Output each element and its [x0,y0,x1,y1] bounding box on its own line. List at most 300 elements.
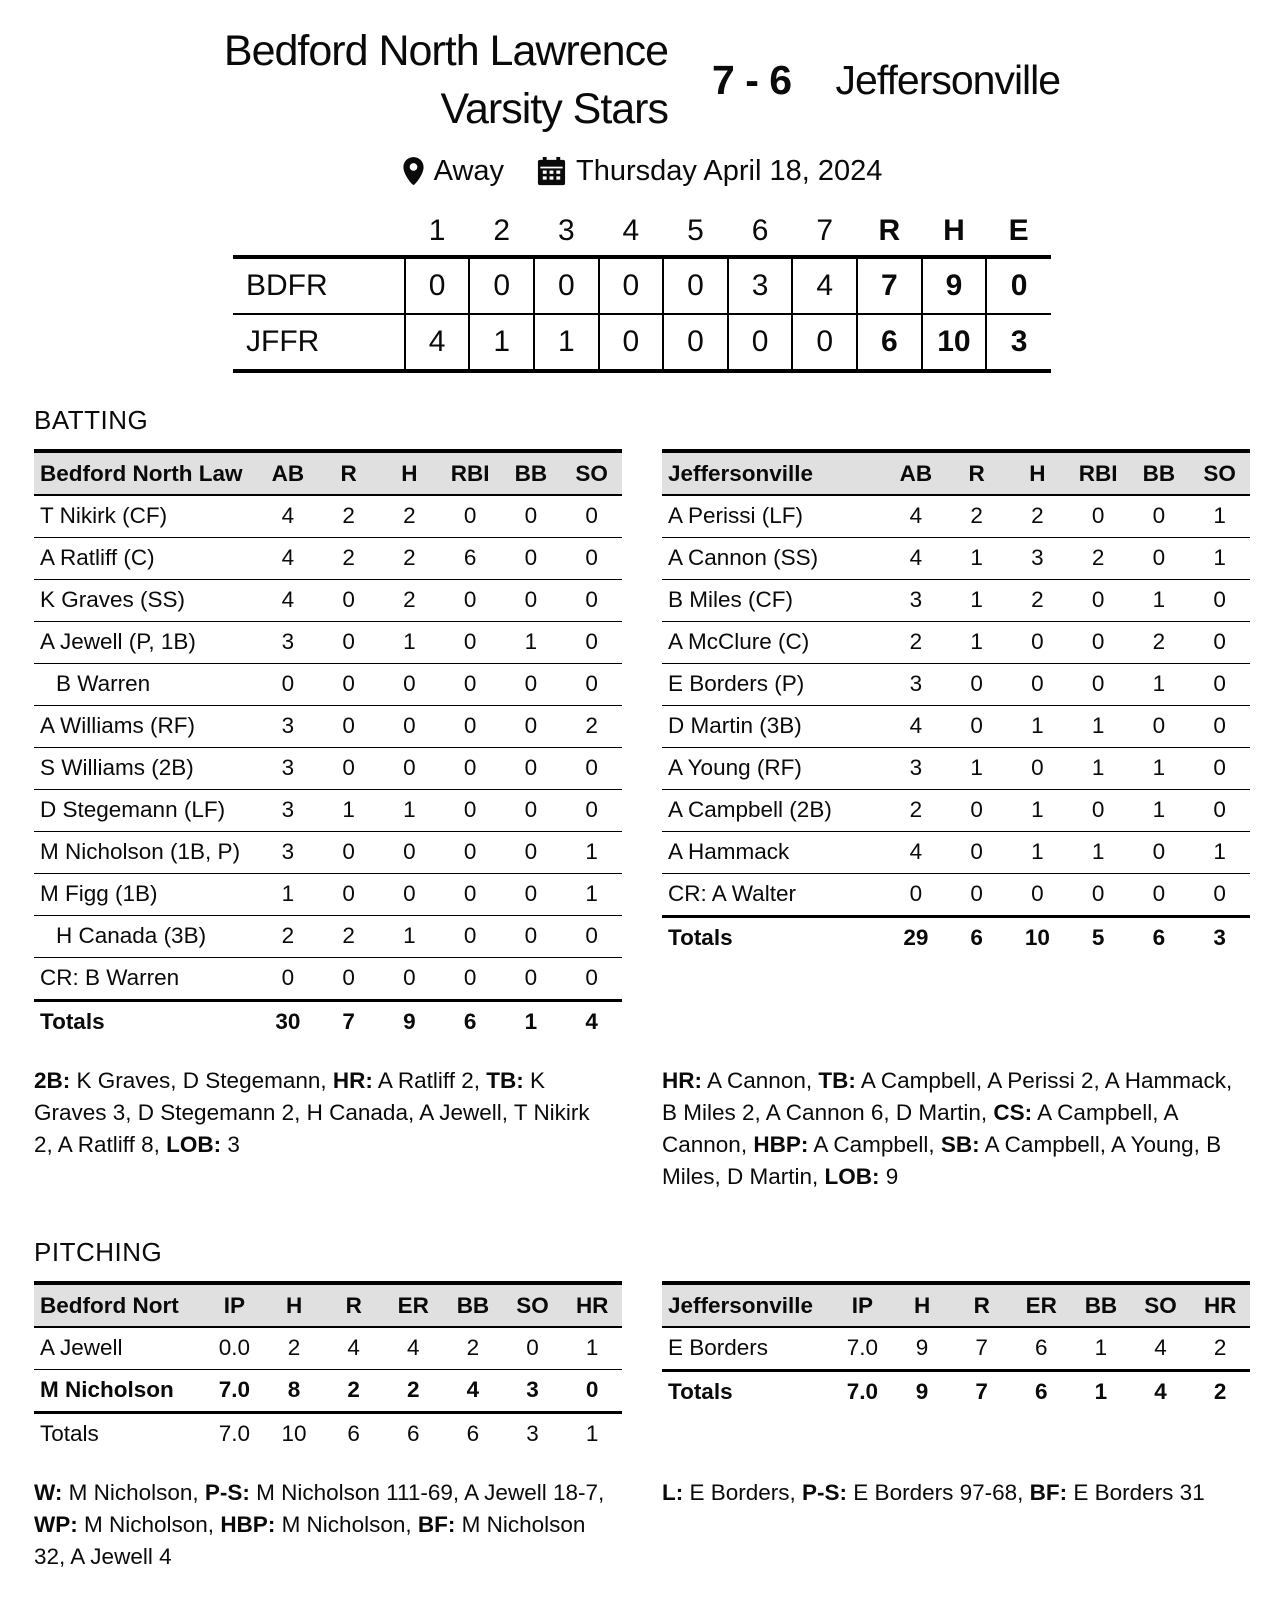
stat-cell: 0 [463,755,477,781]
game-meta [34,155,1250,188]
stat-cell: 2 [970,503,983,529]
stat-cell: 9 [915,1379,929,1405]
stat-column-header: H [943,213,965,247]
note-label: BF: [1029,1479,1068,1505]
stat-cell: 1 [585,881,598,907]
row-label-cell: A McClure (C) [668,629,810,655]
stat-cell: 6 [1035,1335,1048,1361]
batter-row [34,579,622,621]
stat-cell: 6 [857,314,922,371]
stat-cell: 3 [728,257,793,314]
stat-column-header: 5 [687,213,704,247]
stat-column-header: ER [1025,1292,1057,1318]
batter-row [34,873,622,915]
stat-cell: 0 [403,671,416,697]
stat-column-header: H [401,460,418,486]
stat-column-header: AB [899,460,933,486]
batter-row [34,663,622,705]
stat-column-header: 7 [816,213,834,247]
stat-cell: 0 [1091,503,1105,529]
stat-cell: 0 [663,314,728,371]
stat-cell: 0 [281,671,295,697]
stat-cell: 1 [585,1335,599,1361]
stat-column-header: H [285,1292,303,1318]
stat-cell: 7.0 [846,1335,879,1361]
stat-column-header: BB [1084,1292,1118,1318]
stat-column-header: 4 [622,213,640,247]
note-label: WP: [34,1511,78,1537]
stat-cell: 1 [1094,1335,1108,1361]
stat-cell: 4 [281,503,295,529]
stat-cell: 2 [342,923,355,949]
row-label-cell: Totals [40,1009,105,1035]
batter-row [662,705,1250,747]
team-column-header: Bedford North Law [40,460,243,486]
batting-table-jeffersonville [662,449,1250,959]
stat-cell: 0 [463,587,477,613]
stat-cell: 4 [407,1335,420,1361]
row-label-cell: CR: B Warren [40,965,180,991]
stat-cell: 0 [463,923,477,949]
stat-cell: 7 [342,1009,355,1035]
note-label: HR: [332,1067,373,1093]
batting-notes-jeffersonville: HR: A Cannon, TB: A Campbell, A Perissi 2, A Hammack, B Miles 2, A Cannon 6, D Martin, CS: A Campbell, A Cannon, HBP: A Campbell, SB: A Campbell, A Young, B Miles, D Martin, LOB: 9 [662,1067,1233,1189]
linescore-team-row [233,257,1051,314]
note-label: L: [662,1479,684,1505]
stat-cell: 4 [347,1335,360,1361]
stat-cell: 1 [403,923,416,949]
batter-row [34,747,622,789]
stat-column-header: R [345,1292,362,1318]
stat-cell: 0 [463,629,477,655]
stat-cell: 0 [342,755,355,781]
stat-cell: 1 [342,797,355,823]
stat-cell: 0 [342,587,355,613]
stat-cell: 2 [909,797,923,823]
stat-cell: 1 [403,797,416,823]
stat-cell: 2 [1091,545,1105,571]
note-label: P-S: [802,1479,848,1505]
stat-column-header: SO [516,1292,549,1318]
stat-cell: 0 [463,713,477,739]
batter-row [662,873,1250,916]
pitching-notes-bedford: W: M Nicholson, P-S: M Nicholson 111-69, A Jewell 18-7, WP: M Nicholson, HBP: M Nicholson, BF: M Nicholson 32, A Jewell 4 [34,1479,605,1569]
row-label-cell: H Canada (3B) [56,923,207,949]
note-label: 2B: [34,1067,71,1093]
stat-cell: 1 [1213,839,1226,865]
stat-cell: 1 [1031,797,1044,823]
team-column-header: Jeffersonville [668,460,814,486]
stat-cell: 6 [347,1421,360,1447]
pitcher-row [662,1327,1250,1371]
row-label-cell: D Martin (3B) [668,713,802,739]
game-date: Thursday April 18, 2024 [576,154,883,187]
stat-column-header: R [968,460,985,486]
row-label-cell: Totals [668,1379,733,1405]
stat-cell: 0 [524,755,538,781]
stat-cell: 6 [1152,925,1166,951]
stat-cell: 0 [1152,839,1166,865]
home-team-name [224,22,668,139]
pitching-section-label: PITCHING [34,1236,163,1267]
stat-cell: 1 [1213,545,1226,571]
stat-cell: 4 [1154,1335,1167,1361]
stat-cell: 3 [909,755,923,781]
stat-cell: 3 [281,755,295,781]
stat-cell: 2 [347,1377,360,1403]
team-column-header [233,208,405,257]
batter-row [662,537,1250,579]
stat-cell: 2 [1213,1379,1227,1405]
stat-cell: 7.0 [218,1421,251,1447]
date-item [536,155,882,188]
stat-cell: 0 [792,314,857,371]
stat-cell: 1 [1152,671,1166,697]
stat-cell: 4 [909,545,923,571]
stat-cell: 7.0 [218,1377,251,1403]
row-label-cell: Totals [40,1421,99,1447]
stat-cell: 2 [403,503,416,529]
stat-cell: 7 [975,1379,988,1405]
row-label-cell: A Jewell [40,1335,123,1361]
stat-cell: 0 [403,965,416,991]
row-label-cell: Totals [668,925,733,951]
stat-cell: 1 [585,839,598,865]
stat-column-header: BB [514,460,548,486]
row-label-cell: A Perissi (LF) [668,503,804,529]
stat-cell: 2 [909,629,923,655]
stat-cell: 3 [909,671,923,697]
stat-cell: 3 [526,1421,539,1447]
row-label-cell: JFFR [246,324,320,358]
stat-cell: 6 [466,1421,480,1447]
stat-cell: 0 [524,587,538,613]
stat-column-header: 1 [428,213,446,247]
stat-cell: 1 [585,1421,599,1447]
stat-cell: 0 [342,839,355,865]
stat-cell: 0 [342,629,355,655]
stat-cell: 0 [463,671,477,697]
linescore-wrap [34,208,1250,373]
stat-column-header: ER [397,1292,429,1318]
stat-cell: 7.0 [846,1379,879,1405]
batter-row [662,789,1250,831]
stat-cell: 1 [281,881,295,907]
stat-cell: 0 [585,923,598,949]
stat-cell: 0 [524,797,538,823]
stat-column-header: HR [1203,1292,1237,1318]
stat-cell: 0 [1031,629,1044,655]
stat-cell: 1 [1152,587,1166,613]
note-label: P-S: [204,1479,250,1505]
batting-section-label: BATTING [34,404,149,435]
game-header [34,22,1250,139]
stat-cell: 6 [970,925,983,951]
linescore-table [233,208,1051,373]
stat-cell: 0 [463,797,477,823]
stat-cell: 0 [1213,629,1226,655]
stat-cell: 0 [403,839,416,865]
stat-column-header: H [913,1292,931,1318]
stat-cell: 5 [1091,925,1105,951]
totals-row [34,1000,622,1043]
stat-cell: 1 [1031,839,1044,865]
row-label-cell: CR: A Walter [668,881,796,907]
stat-cell: 0 [986,257,1051,314]
linescore-team-row [233,314,1051,371]
row-label-cell: M Nicholson (1B, P) [40,839,241,865]
stat-cell: 0 [728,314,793,371]
note-label: CS: [993,1099,1033,1125]
location-item [402,155,504,188]
stat-cell: 4 [281,587,295,613]
batting-header-row [34,451,622,495]
stat-column-header: BB [1142,460,1176,486]
stat-cell: 4 [405,314,470,371]
row-label-cell: A Williams (RF) [40,713,195,739]
row-label-cell: BDFR [246,268,328,302]
batter-row [34,915,622,957]
stat-cell: 0 [1213,587,1226,613]
stat-cell: 2 [1213,1335,1227,1361]
row-label-cell: T Nikirk (CF) [40,503,168,529]
stat-cell: 29 [903,925,929,951]
row-label-cell: A Hammack [668,839,790,865]
batter-row [662,579,1250,621]
note-label: HR: [662,1067,702,1093]
stat-cell: 0 [1213,881,1226,907]
stat-column-header: BB [456,1292,490,1318]
stat-column-header: HR [575,1292,609,1318]
stat-column-header: IP [223,1292,246,1318]
stat-cell: 0 [970,881,983,907]
stat-cell: 1 [403,629,416,655]
stat-cell: 2 [1031,503,1044,529]
stat-cell: 0 [524,713,538,739]
pitcher-row [34,1327,622,1370]
note-label: BF: [417,1511,456,1537]
stat-cell: 0 [599,257,664,314]
team-column-header: Jeffersonville [668,1292,814,1318]
stat-cell: 1 [970,629,983,655]
stat-cell: 1 [970,587,983,613]
pitching-header-row [662,1283,1250,1327]
stat-cell: 2 [403,587,416,613]
stat-cell: 1 [1091,755,1105,781]
stat-cell: 1 [1213,503,1226,529]
stat-column-header: SO [575,460,608,486]
row-label-cell: M Nicholson [40,1377,174,1403]
stat-cell: 0 [524,923,538,949]
totals-row [34,1412,622,1455]
stat-cell: 0 [342,881,355,907]
row-label-cell: D Stegemann (LF) [40,797,226,823]
pitching-table-bedford [34,1281,622,1455]
stat-cell: 4 [466,1377,480,1403]
stat-cell: 0 [585,671,598,697]
stat-cell: 4 [792,257,857,314]
stat-cell: 2 [1152,629,1166,655]
stat-cell: 0 [526,1335,539,1361]
note-label: HBP: [753,1131,809,1157]
stat-cell: 0 [1091,671,1105,697]
stat-cell: 0 [1031,755,1044,781]
stat-cell: 1 [1091,839,1105,865]
row-label-cell: A Ratliff (C) [40,545,155,571]
stat-cell: 1 [1031,713,1044,739]
stat-cell: 0 [970,797,983,823]
batting-tables-grid [34,449,1250,1193]
stat-cell: 0 [663,257,728,314]
stat-cell: 0 [970,713,983,739]
batter-row [34,705,622,747]
batter-row [662,831,1250,873]
stat-cell: 0 [524,839,538,865]
stat-column-header: R [878,213,901,247]
stat-cell: 9 [922,257,987,314]
batter-row [662,747,1250,789]
stat-cell: 0 [342,965,355,991]
totals-row [662,916,1250,959]
stat-cell: 0 [1031,671,1044,697]
stat-cell: 9 [403,1009,416,1035]
note-label: SB: [940,1131,980,1157]
calendar-icon [536,156,567,187]
stat-cell: 0 [1091,629,1105,655]
stat-cell: 30 [275,1009,301,1035]
stat-cell: 0 [463,503,477,529]
stat-column-header: 2 [493,213,511,247]
pitcher-row [34,1369,622,1412]
batter-row [34,831,622,873]
stat-cell: 1 [1091,713,1105,739]
stat-cell: 0 [585,797,598,823]
stat-cell: 3 [281,713,295,739]
stat-column-header: IP [851,1292,874,1318]
stat-cell: 0 [281,965,295,991]
pitching-notes-jeffersonville: L: E Borders, P-S: E Borders 97-68, BF: E Borders 31 [662,1479,1205,1505]
batter-row [34,957,622,1000]
game-score: 7 - 6 [712,56,792,103]
stat-cell: 0 [970,671,983,697]
stat-column-header: 3 [557,213,575,247]
stat-cell: 2 [403,545,416,571]
stat-cell: 0 [524,545,538,571]
stat-cell: 0 [524,965,538,991]
stat-cell: 2 [342,545,355,571]
location-label: Away [433,154,505,187]
stat-cell: 4 [281,545,295,571]
totals-row [662,1370,1250,1413]
stat-cell: 2 [585,713,598,739]
note-label: LOB: [166,1131,222,1157]
stat-cell: 0.0 [218,1335,251,1361]
stat-cell: 0 [342,713,355,739]
stat-cell: 0 [585,755,598,781]
row-label-cell: E Borders (P) [668,671,805,697]
stat-column-header: H [1029,460,1046,486]
stat-cell: 3 [1031,545,1044,571]
stat-cell: 0 [534,257,599,314]
stat-cell: 10 [922,314,987,371]
stat-column-header: SO [1144,1292,1177,1318]
stat-cell: 0 [1091,587,1105,613]
away-team-name: Jeffersonville [835,56,1061,103]
stat-cell: 0 [909,881,923,907]
stat-cell: 1 [970,755,983,781]
stat-cell: 4 [1154,1379,1167,1405]
home-team-line2: Varsity Stars [440,85,668,134]
stat-cell: 4 [909,713,923,739]
stat-column-header: SO [1203,460,1236,486]
batter-row [34,621,622,663]
stat-cell: 10 [1024,925,1050,951]
pitching-header-row [34,1283,622,1327]
stat-cell: 0 [403,881,416,907]
stat-cell: 2 [466,1335,480,1361]
batter-row [662,663,1250,705]
stat-cell: 0 [1152,545,1166,571]
batting-section [34,405,1250,1193]
stat-cell: 1 [524,1009,538,1035]
stat-column-header: 6 [751,213,769,247]
row-label-cell: A Young (RF) [668,755,802,781]
stat-cell: 1 [534,314,599,371]
stat-cell: 0 [1213,755,1226,781]
stat-cell: 1 [1094,1379,1108,1405]
linescore-header-row [233,208,1051,257]
stat-cell: 4 [909,839,923,865]
stat-cell: 0 [524,881,538,907]
stat-column-header: AB [271,460,305,486]
batter-row [34,495,622,538]
row-label-cell: B Warren [56,671,151,697]
stat-cell: 0 [1091,797,1105,823]
stat-cell: 0 [1152,713,1166,739]
stat-column-header: RBI [450,460,490,486]
stat-cell: 0 [403,755,416,781]
stat-column-header: R [340,460,357,486]
row-label-cell: B Miles (CF) [668,587,793,613]
stat-cell: 1 [524,629,538,655]
stat-cell: 0 [585,629,598,655]
stat-cell: 0 [463,839,477,865]
pitching-table-jeffersonville [662,1281,1250,1413]
stat-cell: 0 [524,503,538,529]
pitching-tables-grid [34,1281,1250,1573]
row-label-cell: A Cannon (SS) [668,545,819,571]
stat-cell: 6 [463,1009,477,1035]
stat-cell: 1 [1152,755,1166,781]
stat-column-header: E [1008,213,1029,247]
note-label: W: [34,1479,63,1505]
stat-cell: 7 [975,1335,988,1361]
stat-cell: 2 [342,503,355,529]
stat-cell: 0 [585,965,598,991]
stat-cell: 0 [469,257,534,314]
stat-cell: 0 [1031,881,1044,907]
stat-cell: 8 [287,1377,301,1403]
stat-cell: 0 [1152,881,1166,907]
stat-cell: 0 [1213,797,1226,823]
stat-cell: 3 [281,629,295,655]
stat-cell: 1 [1152,797,1166,823]
stat-column-header: R [973,1292,990,1318]
note-label: HBP: [220,1511,276,1537]
stat-cell: 6 [463,545,477,571]
stat-cell: 6 [407,1421,420,1447]
team-column-header: Bedford Nort [40,1292,179,1318]
